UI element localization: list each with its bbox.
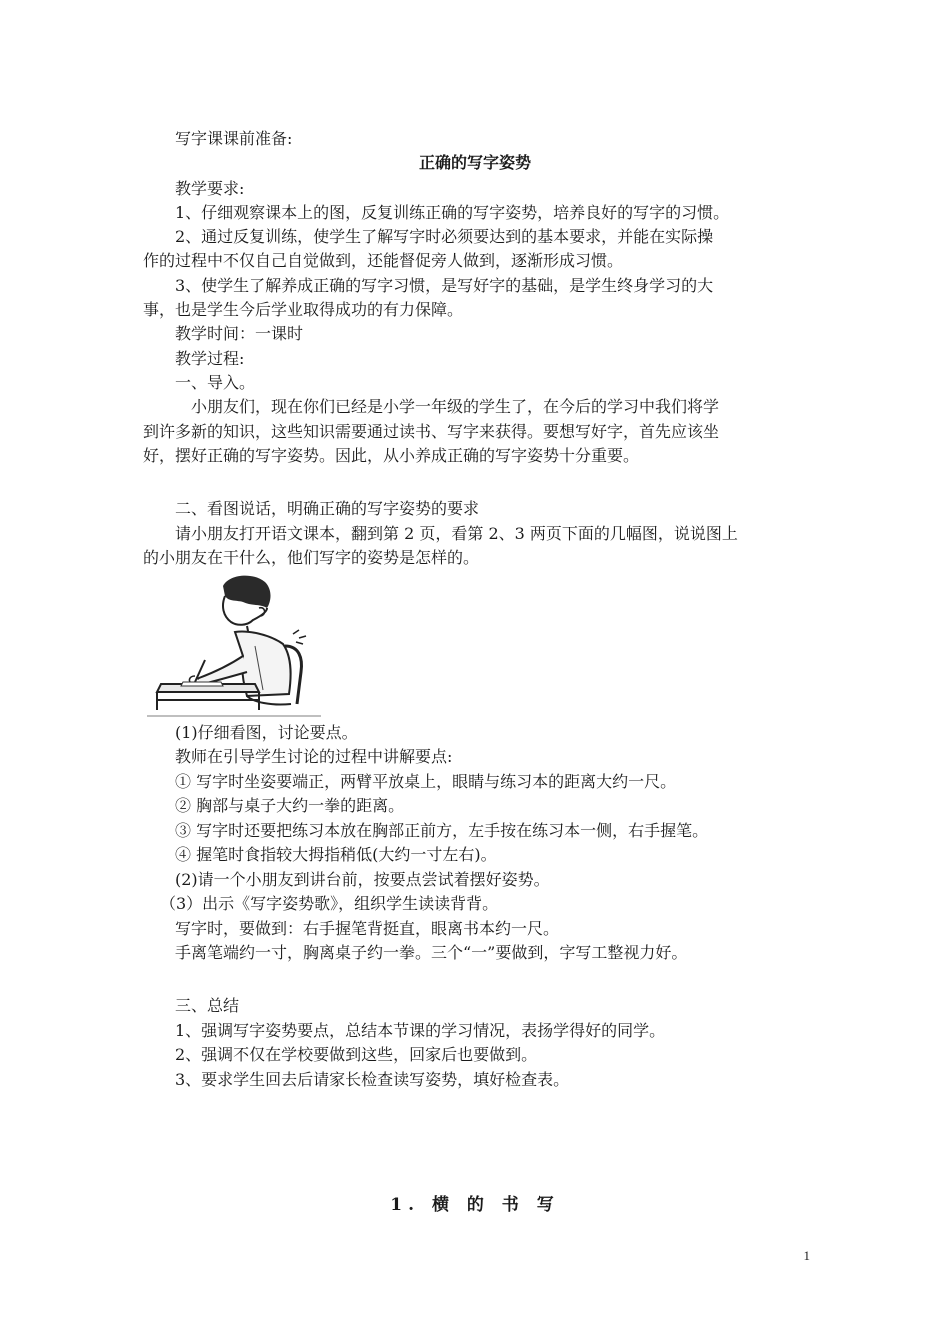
step-line: ① 写字时坐姿要端正，两臂平放桌上，眼睛与练习本的距离大约一尺。: [175, 772, 677, 791]
next-lesson-title: 1. 横 的 书 写: [390, 1195, 560, 1215]
part1-heading: 一、导入。: [175, 373, 256, 392]
goal-line: 作的过程中不仅自己自觉做到，还能督促旁人做到，逐渐形成习惯。: [143, 251, 624, 270]
legs-shape: [247, 696, 291, 705]
goal-line: 事，也是学生今后学业取得成功的有力保障。: [143, 300, 464, 319]
goal-line: 1、仔细观察课本上的图，反复训练正确的写字姿势，培养良好的写字的习惯。: [175, 203, 730, 222]
step-line: 手离笔端约一寸，胸离桌子约一拳。三个“一”要做到，字写工整视力好。: [175, 943, 688, 962]
prep-heading: 写字课课前准备:: [175, 129, 293, 148]
step-line: ④ 握笔时食指较大拇指稍低(大约一寸左右)。: [175, 845, 497, 864]
part1-line: 到许多新的知识，这些知识需要通过读书、写字来获得。要想写好字，首先应该坐: [143, 422, 720, 441]
step-line: 写字时，要做到：右手握笔背挺直，眼离书本约一尺。: [175, 919, 560, 938]
part3-heading: 三、总结: [175, 996, 240, 1015]
step-line: 教师在引导学生讨论的过程中讲解要点:: [175, 747, 453, 766]
part1-line: 小朋友们，现在你们已经是小学一年级的学生了，在今后的学习中我们将学: [191, 397, 720, 416]
part1-line: 好，摆好正确的写字姿势。因此，从小养成正确的写字姿势十分重要。: [143, 446, 640, 465]
paper-shape: [181, 682, 223, 686]
step-line: (1)仔细看图，讨论要点。: [175, 723, 358, 742]
step-line: (2)请一个小朋友到讲台前，按要点尝试着摆好姿势。: [175, 870, 550, 889]
section-title: 正确的写字姿势: [418, 153, 531, 172]
step-line: （3）出示《写字姿势歌》，组织学生读读背背。: [160, 894, 499, 913]
part3-line: 2、强调不仅在学校要做到这些，回家后也要做到。: [175, 1045, 538, 1064]
part3-line: 1、强调写字姿势要点，总结本节课的学习情况，表扬学得好的同学。: [175, 1021, 666, 1040]
hair-shape: [223, 576, 271, 608]
writing-posture-illustration: [143, 572, 325, 720]
process-heading: 教学过程:: [175, 349, 245, 368]
part2-line: 请小朋友打开语文课本，翻到第 2 页，看第 2、3 两页下面的几幅图，说说图上: [175, 524, 738, 543]
part3-line: 3、要求学生回去后请家长检查读写姿势，填好检查表。: [175, 1070, 570, 1089]
page-number: 1: [803, 1248, 810, 1263]
time-line: 教学时间：一课时: [175, 324, 304, 343]
part2-heading: 二、看图说话，明确正确的写字姿势的要求: [175, 499, 480, 518]
part2-line: 的小朋友在干什么，他们写字的姿势是怎样的。: [143, 548, 480, 567]
step-line: ③ 写字时还要把练习本放在胸部正前方，左手按在练习本一侧，右手握笔。: [175, 821, 709, 840]
goal-line: 2、通过反复训练，使学生了解写字时必须要达到的基本要求，并能在实际操: [175, 227, 714, 246]
chair-marks: [293, 630, 306, 644]
goals-heading: 教学要求:: [175, 179, 245, 198]
goal-line: 3、使学生了解养成正确的写字习惯，是写好字的基础，是学生终身学习的大: [175, 276, 714, 295]
desk-front: [157, 692, 259, 710]
step-line: ② 胸部与桌子大约一拳的距离。: [175, 796, 405, 815]
